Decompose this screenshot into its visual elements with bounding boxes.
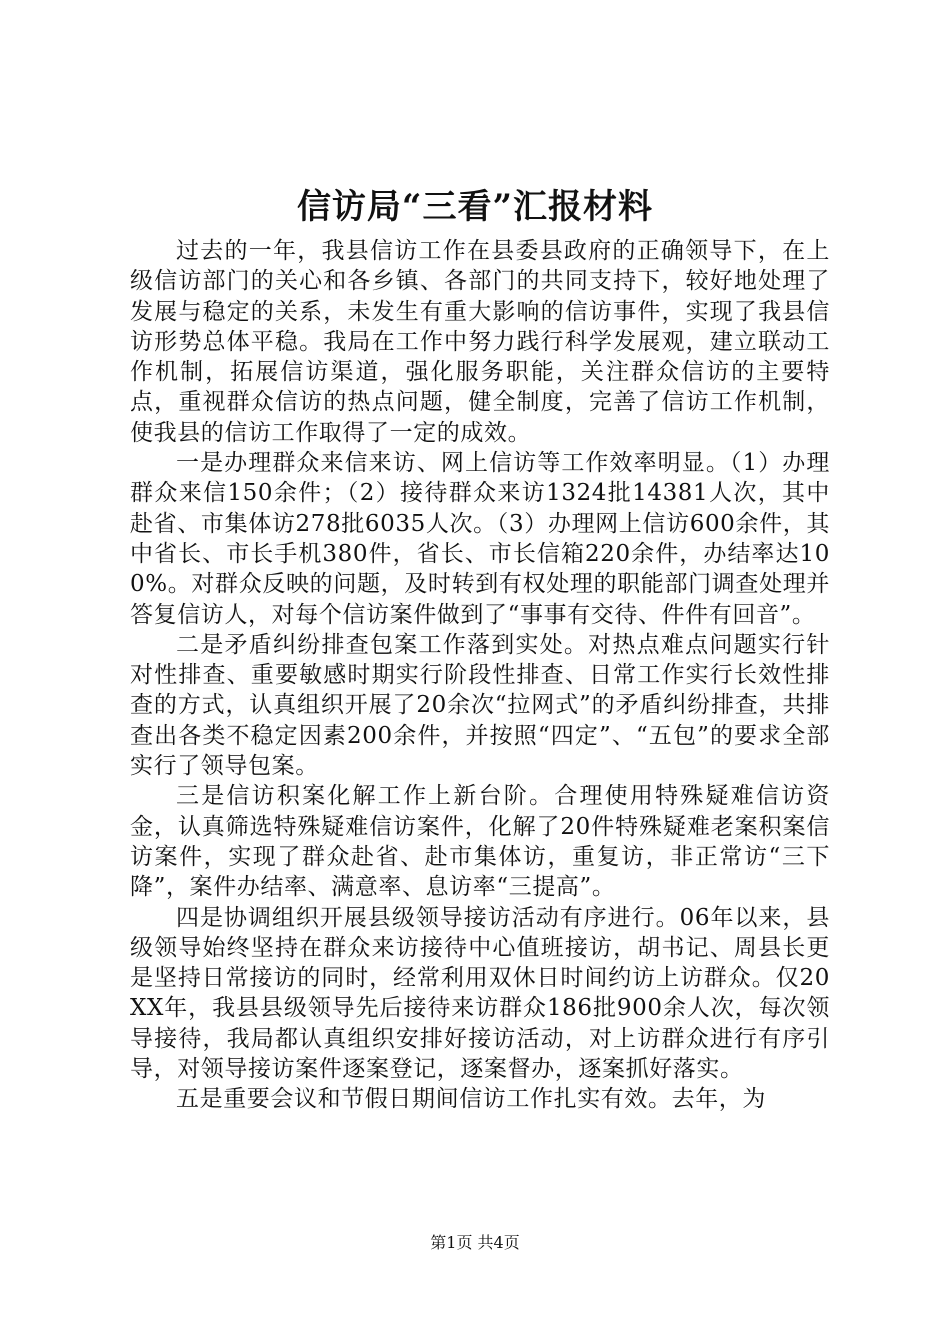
page-footer: 第1页 共4页 xyxy=(430,1233,520,1252)
paragraph-point-1: 一是办理群众来信来访、网上信访等工作效率明显。（1）办理群众来信150余件；（2）接待群众来访1324批14381人次，其中赴省、市集体访278批6035人次。（3）办理网上信访600余件，其中省长、市长手机380件，省长、市长信箱220余件，办结率达100%。对群众反映的问题，及时转到有权处理的职能部门调查处理并答复信访人，对每个信访案件做到了“事事有交待、件件有回音”。 xyxy=(130,450,830,628)
document-body xyxy=(130,236,830,1115)
paragraph-intro: 过去的一年，我县信访工作在县委县政府的正确领导下，在上级信访部门的关心和各乡镇、各部门的共同支持下，较好地处理了发展与稳定的关系，未发生有重大影响的信访事件，实现了我县信访形势总体平稳。我局在工作中努力践行科学发展观，建立联动工作机制，拓展信访渠道，强化服务职能，关注群众信访的主要特点，重视群众信访的热点问题，健全制度，完善了信访工作机制，使我县的信访工作取得了一定的成效。 xyxy=(130,238,830,446)
paragraph-point-4: 四是协调组织开展县级领导接访活动有序进行。06年以来，县级领导始终坚持在群众来访接待中心值班接访，胡书记、周县长更是坚持日常接访的同时，经常利用双休日时间约访上访群众。仅20XX年，我县县级领导先后接待来访群众186批900余人次，每次领导接待，我局都认真组织安排好接访活动，对上访群众进行有序引导，对领导接访案件逐案登记，逐案督办，逐案抓好落实。 xyxy=(130,904,830,1083)
paragraph-point-2: 二是矛盾纠纷排查包案工作落到实处。对热点难点问题实行针对性排查、重要敏感时期实行阶段性排查、日常工作实行长效性排查的方式，认真组织开展了20余次“拉网式”的矛盾纠纷排查，共排查出各类不稳定因素200余件，并按照“四定”、“五包”的要求全部实行了领导包案。 xyxy=(130,631,830,780)
document-title: 信访局“三看”汇报材料 xyxy=(296,187,654,227)
paragraph-point-5: 五是重要会议和节假日期间信访工作扎实有效。去年，为 xyxy=(176,1086,766,1113)
paragraph-point-3: 三是信访积案化解工作上新台阶。合理使用特殊疑难信访资金，认真筛选特殊疑难信访案件，化解了20件特殊疑难老案积案信访案件，实现了群众赴省、赴市集体访，重复访，非正常访“三下降”，案件办结率、满意率、息访率“三提高”。 xyxy=(130,783,830,901)
